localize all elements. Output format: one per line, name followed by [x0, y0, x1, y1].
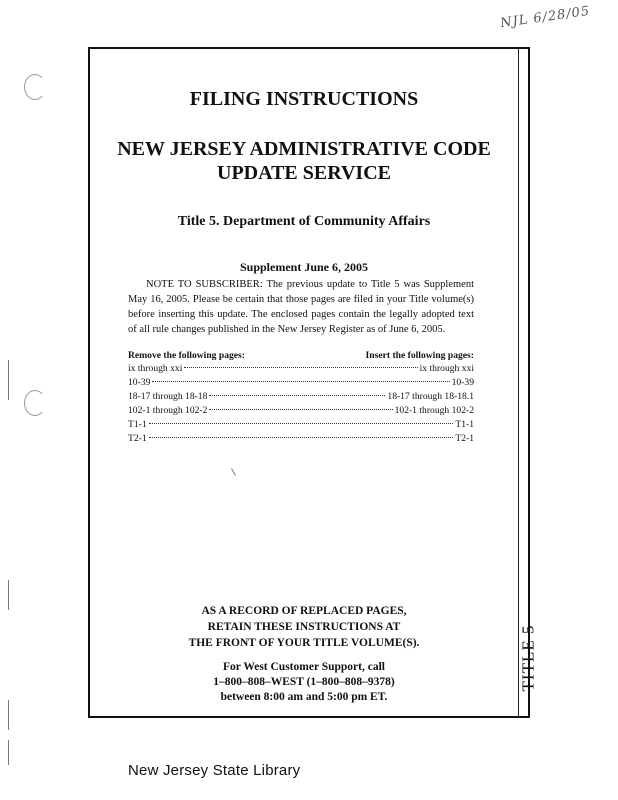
page-list-header — [128, 349, 474, 362]
library-stamp: New Jersey State Library — [128, 762, 301, 779]
supplement-date: Supplement June 6, 2005 — [239, 260, 369, 274]
page-row — [128, 432, 474, 446]
title-tab-label: TITLE 5 — [518, 624, 538, 692]
page-row — [128, 362, 474, 376]
record-notice — [90, 603, 518, 651]
page-row — [128, 390, 474, 404]
insert-pages: ix through xxi — [419, 363, 474, 374]
customer-support — [90, 660, 518, 705]
remove-pages: 102-1 through 102-2 — [128, 405, 208, 416]
code-title-line: NEW JERSEY ADMINISTRATIVE CODE — [117, 138, 491, 160]
dot-leader — [152, 381, 449, 382]
remove-pages: T1-1 — [128, 419, 147, 430]
remove-pages: T2-1 — [128, 433, 147, 444]
insert-pages: 10-39 — [451, 377, 474, 388]
remove-pages: 18-17 through 18-18 — [128, 391, 208, 402]
remove-pages: 10-39 — [128, 377, 151, 388]
dot-leader — [209, 395, 385, 396]
record-line: THE FRONT OF YOUR TITLE VOLUME(S). — [188, 637, 420, 649]
code-title-line: UPDATE SERVICE — [217, 162, 391, 184]
support-hours: between 8:00 am and 5:00 pm ET. — [220, 691, 388, 703]
insert-header: Insert the following pages: — [365, 350, 474, 361]
punch-hole-middle — [24, 390, 46, 416]
edge-mark — [8, 580, 9, 610]
page-replacement-list — [128, 349, 474, 446]
edge-mark — [8, 740, 9, 765]
remove-pages: ix through xxi — [128, 363, 183, 374]
note-text: The previous update to Title 5 was Supplement May 16, 2005. Please be certain that those pages are filed in your Title volume(s) before inserting this update. The enclosed pages contain the legally adopted text of all rule changes published in the New Jersey Register as of June 6, 2005. — [128, 279, 475, 335]
dot-leader — [149, 423, 454, 424]
insert-pages: 102-1 through 102-2 — [394, 405, 474, 416]
record-line: AS A RECORD OF REPLACED PAGES, — [201, 605, 407, 617]
punch-hole-top — [24, 74, 46, 100]
title-line: Title 5. Department of Community Affairs — [177, 214, 431, 229]
dot-leader — [184, 367, 417, 368]
page-row — [128, 418, 474, 432]
tab-divider-line — [518, 49, 519, 716]
dot-leader — [209, 409, 392, 410]
dot-leader — [149, 437, 454, 438]
remove-header: Remove the following pages: — [128, 350, 245, 361]
support-line: For West Customer Support, call — [223, 661, 385, 673]
edge-mark — [8, 700, 9, 730]
page-row — [128, 376, 474, 390]
subscriber-note — [128, 277, 474, 337]
handwritten-annotation: NJL 6/28/05 — [499, 3, 592, 32]
support-phone: 1–800–808–WEST (1–800–808–9378) — [213, 676, 395, 688]
page-row — [128, 404, 474, 418]
edge-mark — [8, 360, 9, 400]
code-title — [90, 137, 518, 185]
insert-pages: 18-17 through 18-18.1 — [387, 391, 474, 402]
record-line: RETAIN THESE INSTRUCTIONS AT — [207, 621, 401, 633]
note-lead: NOTE TO SUBSCRIBER: — [146, 279, 263, 290]
insert-pages: T2-1 — [455, 433, 474, 444]
insert-pages: T1-1 — [455, 419, 474, 430]
page-heading: FILING INSTRUCTIONS — [189, 88, 419, 110]
